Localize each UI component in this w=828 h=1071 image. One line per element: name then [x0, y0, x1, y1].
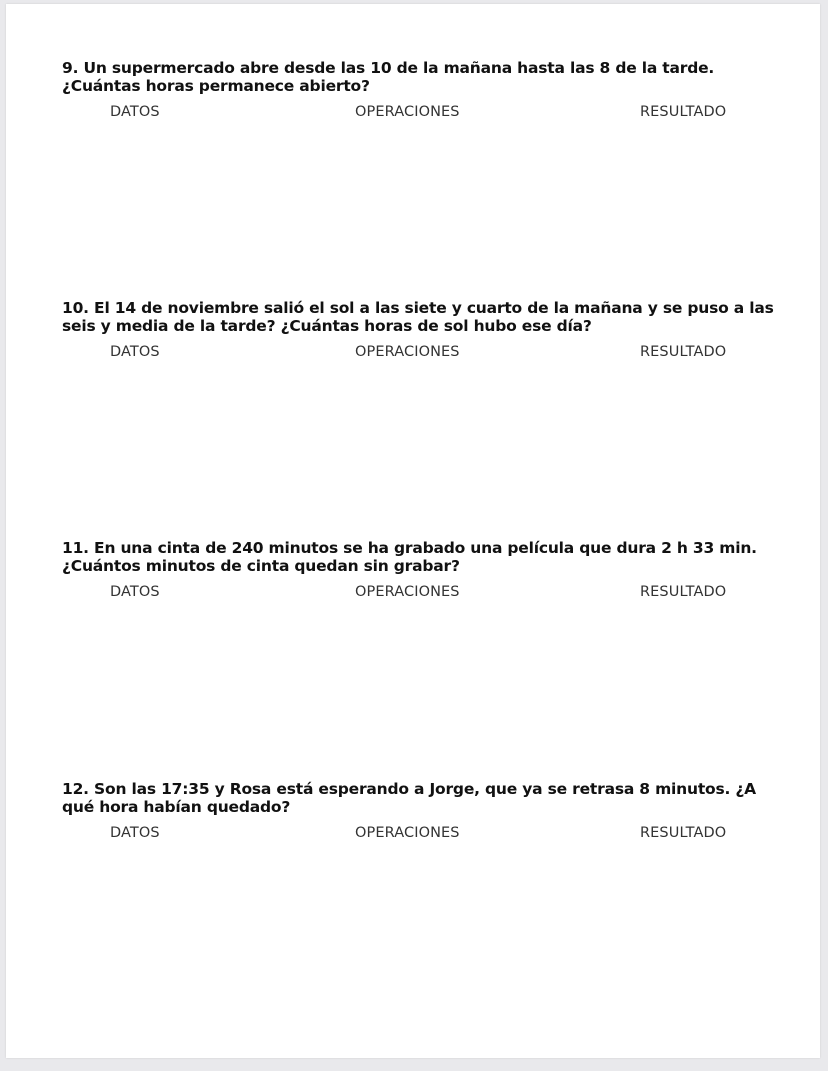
- datos-label: DATOS: [110, 825, 160, 841]
- resultado-label: RESULTADO: [640, 104, 727, 120]
- problem-question: 10. El 14 de noviembre salió el sol a las siete y cuarto de la mañana y se puso a las seis y media de la tarde? ¿Cuántas horas de sol hubo ese día?: [62, 299, 774, 335]
- problem-10: [62, 299, 782, 364]
- answer-columns: [62, 344, 782, 364]
- datos-label: DATOS: [110, 584, 160, 600]
- operaciones-label: OPERACIONES: [355, 344, 460, 360]
- resultado-label: RESULTADO: [640, 584, 727, 600]
- resultado-label: RESULTADO: [640, 344, 727, 360]
- problem-question: 11. En una cinta de 240 minutos se ha grabado una película que dura 2 h 33 min. ¿Cuántos minutos de cinta quedan sin grabar?: [62, 539, 757, 575]
- answer-columns: [62, 584, 782, 604]
- worksheet-page: [6, 4, 820, 1058]
- problem-12: [62, 780, 782, 845]
- answer-columns: [62, 104, 782, 124]
- answer-columns: [62, 825, 782, 845]
- datos-label: DATOS: [110, 344, 160, 360]
- resultado-label: RESULTADO: [640, 825, 727, 841]
- operaciones-label: OPERACIONES: [355, 104, 460, 120]
- datos-label: DATOS: [110, 104, 160, 120]
- problem-question: 12. Son las 17:35 y Rosa está esperando a Jorge, que ya se retrasa 8 minutos. ¿A qué hora habían quedado?: [62, 780, 756, 816]
- problem-11: [62, 539, 782, 604]
- problem-question: 9. Un supermercado abre desde las 10 de la mañana hasta las 8 de la tarde. ¿Cuántas horas permanece abierto?: [62, 59, 715, 95]
- operaciones-label: OPERACIONES: [355, 825, 460, 841]
- problem-9: [62, 59, 782, 124]
- operaciones-label: OPERACIONES: [355, 584, 460, 600]
